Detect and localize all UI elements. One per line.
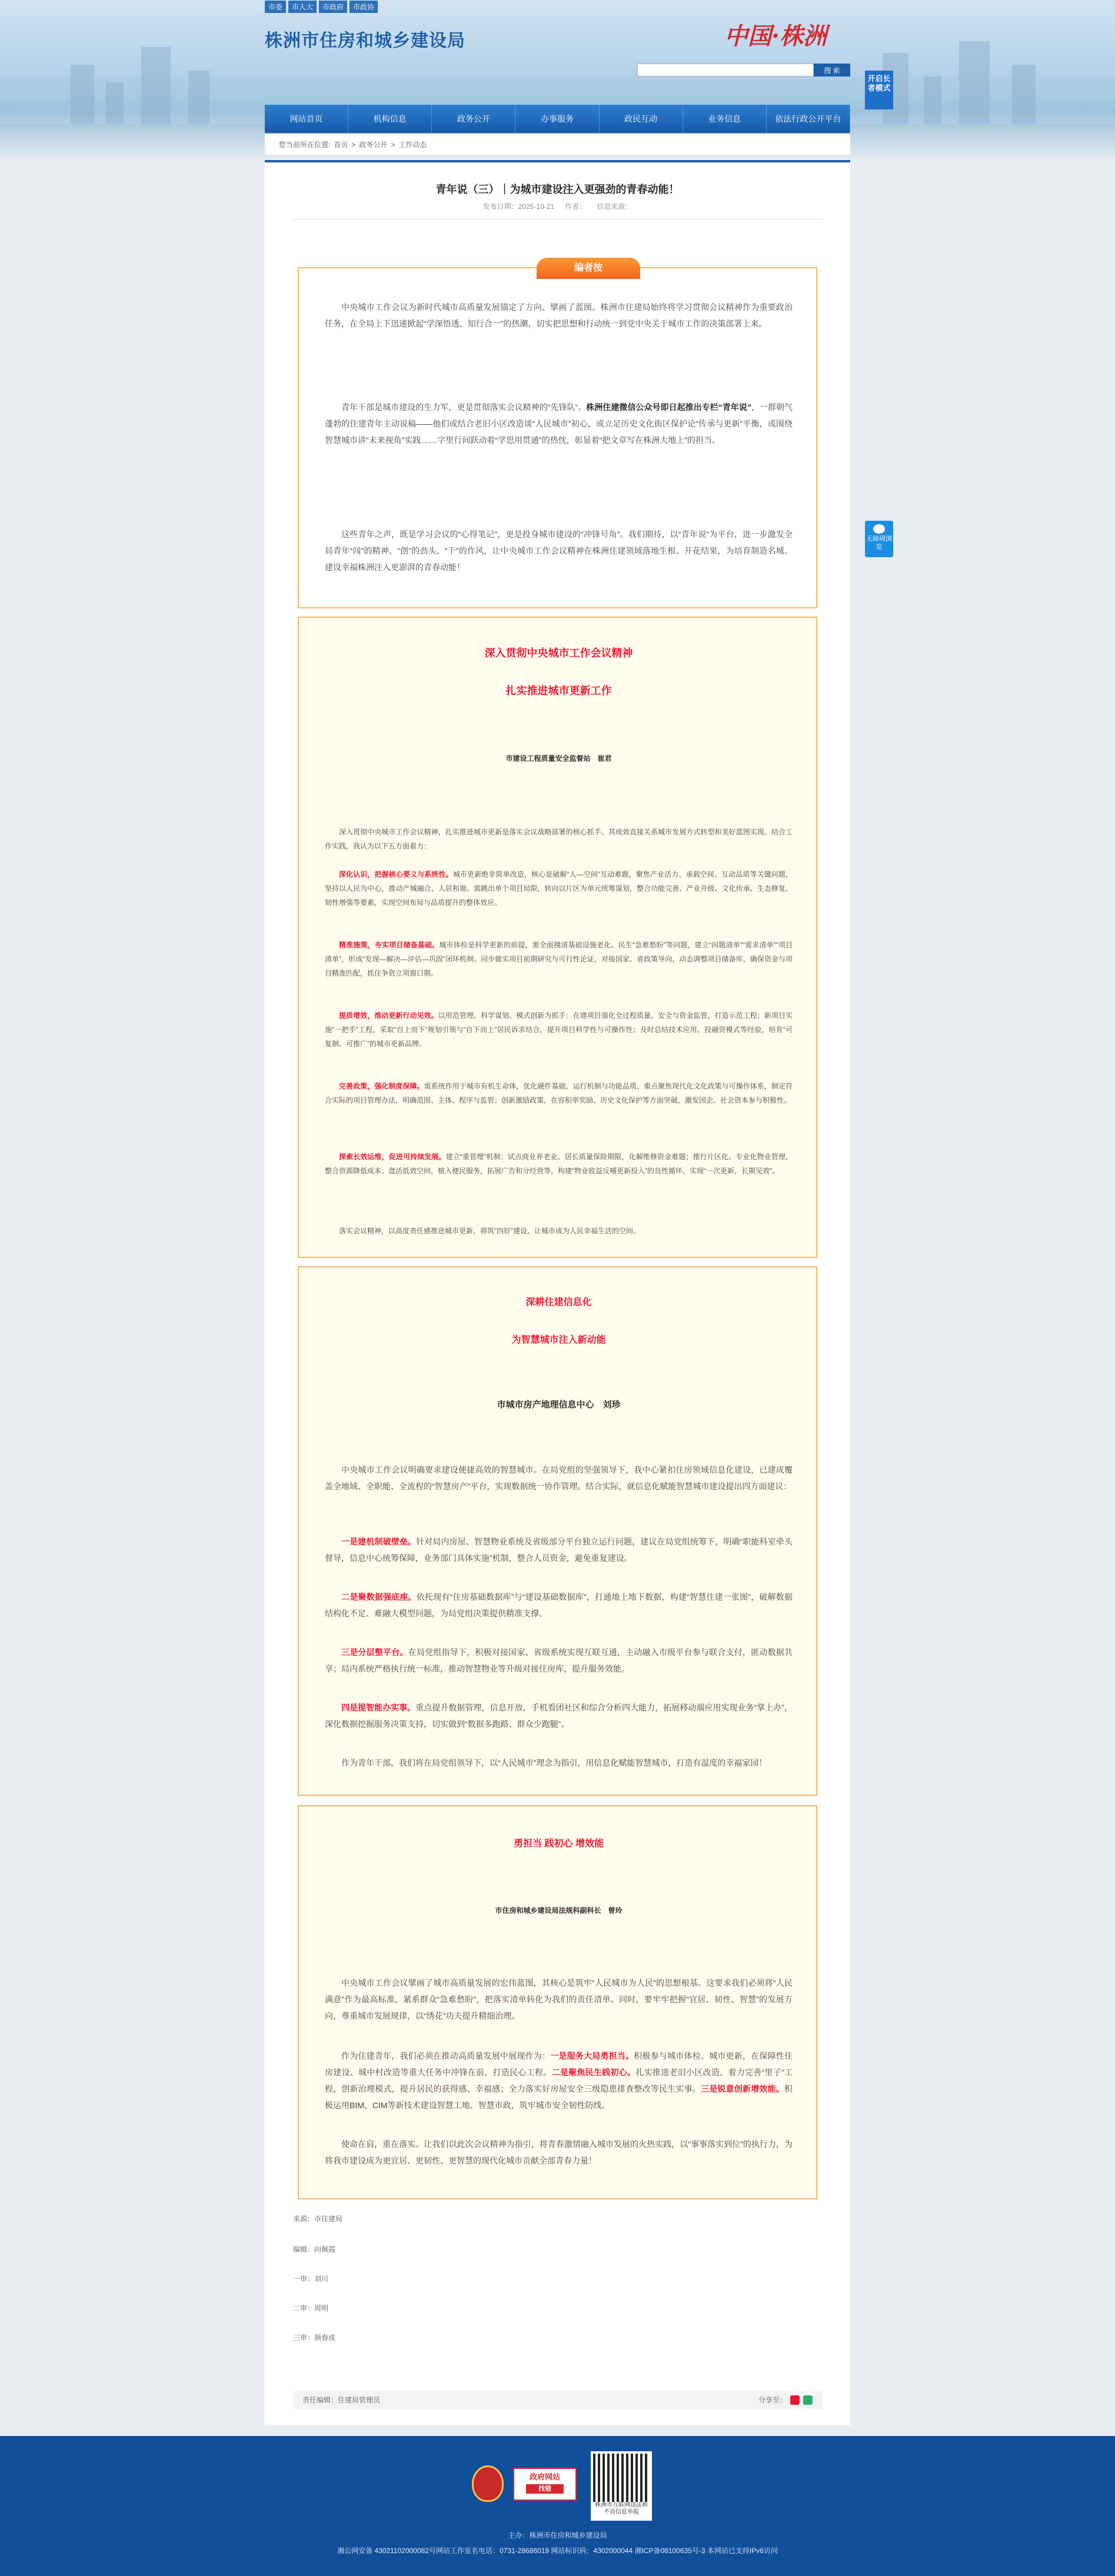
search-bar [637, 64, 850, 76]
city-logo: 中国·株洲 [724, 22, 827, 50]
editor-note-badge: 编者按 [537, 258, 640, 279]
share-label: 分享至： [758, 2396, 787, 2404]
essay-2-point: 四是提智能办实事。重点提升数据管理，信息开放，手机看团社区和综合分析四大能力，拓展移动端应用实现业务“掌上办”，深化数据挖掘服务决策支持，切实做到“数据多跑路、群众少跑腿”。 [325, 1703, 793, 1729]
essay-2-closing: 作为青年干部，我们将在局党组领导下，以“人民城市”理念为指引，用信息化赋能智慧城市，打造有温度的幸福家园！ [341, 1758, 767, 1768]
editor-note-paragraph: 中央城市工作会议为新时代城市高质量发展锚定了方向、擘画了蓝图。株洲市住建局始终将学习贯彻会议精神作为重要政治任务，在全局上下迅速掀起“学深悟透、知行合一”的热潮，切实把思想和行动统一到党中央关于城市工作的决策部署上来。 [325, 302, 793, 328]
breadcrumb-home[interactable]: 首页 [334, 141, 348, 149]
essay-2-point: 二是聚数据强底座。依托现有“住房基础数据库”与“建设基础数据库”，打通地上地下数据，构建“智慧住建一张图”，破解数据结构化不足、难融大模型问题，为局党组决策提供精准支撑。 [325, 1592, 793, 1618]
essay-3-paragraph: 中央城市工作会议擘画了城市高质量发展的宏伟蓝图，其核心是筑牢“人民城市为人民”的思想根基。这要求我们必须将“人民满意”作为最高标准，紧系群众“急难愁盼”，把落实清单转化为我们的责任清单。同时，要牢牢把握“宜居、韧性、智慧”的发展方向，尊重城市发展规律，以“绣花”功夫提升精细治理。 [325, 1978, 793, 2021]
essay-2-point: 一是建机制破壁垒。针对局内房屋、智慧物业系统及省级部分平台独立运行问题，建议在局党组统筹下，明确“职能科室牵头督导，信息中心统筹保障，业务部门具体实施”机制，整合人员资金，避免重复建设。 [325, 1537, 793, 1563]
credit-editor: 编辑：向佩霞 [293, 2245, 336, 2254]
essay-2-author: 市城市房产地理信息中心 刘珍 [497, 1400, 621, 1410]
main-nav [265, 105, 850, 133]
nav-services[interactable]: 办事服务 [515, 105, 599, 133]
share-bar [293, 2391, 822, 2409]
article-date: 发布日期：2025-10-21 [482, 202, 555, 211]
essay-1-heading: 深入贯彻中央城市工作会议精神 [484, 647, 633, 659]
essay-1-point: 提质增效，推动更新行动见效。以用范管理、科学谋划、模式创新为抓手：在建项目强化全过程质量、安全与资金监管，打造示范工程；新项目实施“一把手”工程，采取“自上而下”规划引领与“自下而上”居民诉求结合，提升项目科学性与可操作性；及时总结技术应用、投融资模式等经验，培育“可复制、可推广”的城市更新品牌。 [325, 1011, 793, 1048]
weibo-icon[interactable] [790, 2395, 800, 2405]
essay-1-subheading: 扎实推进城市更新工作 [505, 685, 612, 697]
nav-gov-affairs[interactable]: 政务公开 [432, 105, 515, 133]
breadcrumb: 您当前所在位置: 首页 > 政务公开 > 工作动态 [265, 134, 850, 155]
essay-1-point: 完善政策，强化制度保障。需系统作用于城市有机生命体，优化硬件基础，运行机制与功能品质，重点聚焦现代化文化政策与可操作体系，制定符合实际的项目管理办法，明确范围、主体、程序与监管；创新激励政策，在容积率奖励、历史文化保护等方面突破，激发国企、社会资本参与积极性。 [325, 1082, 793, 1104]
nav-business-info[interactable]: 业务信息 [683, 105, 767, 133]
essay-3-paragraph: 使命在肩，重在落实。让我们以此次会议精神为指引，将青春激情融入城市发展的火热实践，以“事事落实到位”的执行力，为将我市建设成为更宜居、更韧性、更智慧的现代化城市贡献全部青春力量！ [325, 2139, 793, 2165]
essay-1-author: 市建设工程质量安全监督站 崔君 [505, 754, 612, 763]
essay-1-intro: 深入贯彻中央城市工作会议精神，扎实推进城市更新是落实会议战略部署的核心抓手。其成效直接关系城市发展方式转型和美好蓝图实现。结合工作实践，我认为以下五方面着力： [325, 828, 793, 850]
editor-note-paragraph: 青年干部是城市建设的生力军，更是贯彻落实会议精神的“先锋队”。株洲住建微信公众号即日起推出专栏“青年说”，一群朝气蓬勃的住建青年主动说稿——他们或结合老旧小区改造谈“人民城市”初心，或立足历史文化街区保护论“传承与更新”平衡，或围绕智慧城市讲“未来视角”实践……字里行间跃动着“学思用贯通”的热忱，彰显着“把文章写在株洲大地上”的担当。 [325, 402, 793, 445]
report-qr-code[interactable]: 株洲市互联网违法和不良信息举报 [591, 2451, 652, 2521]
nav-law-platform[interactable]: 依法行政公开平台 [767, 105, 850, 133]
essay-1-point: 探索长效运维，促进可持续发展。建立“重管理”机制：试点商业养老业、居长质量保险期限，化解维修资金难题；推行片区化、专业化物业管理，整合资源降低成本；盘活低效空间，植入便民服务，拓展广告和分经营等，构建“物业收益反哺更新投入”的良性循环，实现“一次更新，长期见效”。 [325, 1153, 793, 1175]
breadcrumb-gov-affairs[interactable]: 政务公开 [359, 141, 388, 149]
breadcrumb-prefix: 您当前所在位置: [279, 141, 331, 149]
article-panel [265, 160, 850, 2425]
chat-bubble-icon [873, 524, 885, 534]
elder-mode-button[interactable]: 开启长者模式 [865, 71, 893, 109]
essay-1-closing: 落实会议精神，以高度责任感推进城市更新，将筑“四好”建设，让城市成为人民幸福生活的空间。 [339, 1227, 640, 1235]
article-meta [265, 201, 850, 211]
toplink-cppcc[interactable]: 市政协 [350, 1, 378, 13]
editor-note-box [298, 263, 817, 608]
essay-1-point: 深化认识，把握核心要义与系统性。城市更新绝非简单改造，核心是破解“人—空间”互动难题，聚焦产业活力、承载空间、互动品质等关键问题，坚持以人民为中心，推动产城融合、人居和谐。需跳出单个项目局限，转向以片区为单元统筹谋划，整合功能完善、产业升级、文化传承、生态修复、韧性增强等要素，实现空间布局与品质提升的整体效应。 [325, 870, 793, 907]
site-footer [0, 2436, 1115, 2576]
essay-2-heading: 深耕住建信息化 [525, 1297, 592, 1307]
nav-interaction[interactable]: 政民互动 [600, 105, 683, 133]
essay-box-2 [298, 1266, 817, 1796]
credit-source: 来源：市住建局 [293, 2215, 343, 2223]
editor-note-paragraph: 这些青年之声，既是学习会议的“心得笔记”，更是投身城市建设的“冲锋号角”。我们期待，以“青年说”为平台，进一步激发全局青年“闯”的精神、“创”的劲头、“干”的作风，让中央城市工作会议精神在株洲住建领域落地生根、开花结果，为培育制造名城、建设幸福株洲注入更澎湃的青春动能！ [325, 530, 793, 572]
footer-host: 主办：株洲市住房和城乡建设局 [508, 2531, 607, 2540]
essay-2-subheading: 为智慧城市注入新动能 [511, 1335, 606, 1345]
credit-review-3: 三审：颜春成 [293, 2334, 336, 2342]
accessibility-button[interactable]: 无障碍浏览 [865, 521, 893, 557]
essay-2-point: 三是分层整平台。在局党组指导下，积极对接国家、省级系统实现互联互通，主动融入市级平台参与联合支付，匿动数据共享；局内系统严格执行统一标准，推动智慧物业等升级对接住房库，提升服务效能。 [325, 1648, 793, 1673]
party-emblem-icon[interactable] [472, 2465, 504, 2502]
gov-site-error-report[interactable]: 政府网站 找错 [513, 2468, 577, 2501]
essay-1-point: 精准施策，夯实项目储备基础。城市体检是科学更新的前提，需全面摸清基础设施老化、民生“急难愁盼”等问题，建立“问题清单”“需求清单”“项目清单”，形成“发现—解决—评估—巩固”闭环机制。同步做实项目前期研究与可行性论证，对接国家、省政策导向，动态调整项目储备库，确保资金与项目精准匹配，抓住争资立项窗口期。 [325, 941, 793, 977]
toplink-congress[interactable]: 市人大 [288, 1, 317, 13]
toplink-party[interactable]: 市委 [265, 1, 286, 13]
article-source: 信息来源： [597, 202, 633, 211]
search-button[interactable]: 搜 索 [814, 64, 850, 76]
qr-code-icon [593, 2454, 650, 2502]
page-container [265, 0, 850, 2436]
top-links [265, 0, 378, 13]
essay-3-author: 市住房和城乡建设局法规科副科长 曾玲 [495, 1906, 623, 1915]
toplink-government[interactable]: 市政府 [319, 1, 347, 13]
essay-box-3 [298, 1805, 817, 2199]
footer-record: 湘公网安备 43021102000082号网站工作室名电话：0731-28686019 网站标识码：4302000044 湘ICP备08100635号-3 本网站已支持IPv6访问 [337, 2547, 778, 2555]
breadcrumb-work-news[interactable]: 工作动态 [398, 141, 427, 149]
essay-box-1 [298, 617, 817, 1258]
essay-3-heading: 勇担当 践初心 增效能 [514, 1839, 604, 1849]
credit-review-1: 一审：刘川 [293, 2275, 329, 2283]
essay-2-intro: 中央城市工作会议明确要求建设便捷高效的智慧城市。在局党组的坚强领导下，我中心紧扣住房领域信息化建设，已建成覆盖全地域、全职能、全流程的“智慧房产”平台，实现数据统一协作管理。结合实际，就信息化赋能智慧城市建设提出四方面建议： [325, 1465, 793, 1491]
essay-3-paragraph: 作为住建青年，我们必须在推动高质量发展中展现作为：一是服务大局勇担当。积极参与城市体检、城市更新，在保障性住房建设、城中村改造等重大任务中冲锋在前，打造民心工程。二是聚焦民生践初心。扎实推进老旧小区改造、着力完善“里子”工程，创新治理模式，提升居民的获得感、幸福感；全力落实好房屋安全三级隐患排查整改等民生实事。三是锐意创新增效能。积极运用BIM、CIM等新技术建设智慧工地、智慧市政，筑牢城市安全韧性防线。 [325, 2051, 793, 2110]
article-author: 作者： [565, 202, 587, 211]
responsible-editor: 责任编辑：住建局管理员 [302, 2396, 381, 2404]
credit-review-2: 二审：周明 [293, 2304, 329, 2312]
nav-home[interactable]: 网站首页 [265, 105, 348, 133]
wechat-icon[interactable] [803, 2395, 813, 2405]
nav-org-info[interactable]: 机构信息 [348, 105, 432, 133]
site-title: 株洲市住房和城乡建设局 [265, 31, 465, 51]
search-input[interactable] [637, 64, 814, 76]
article-title: 青年说（三）｜为城市建设注入更强劲的青春动能！ [435, 184, 680, 195]
